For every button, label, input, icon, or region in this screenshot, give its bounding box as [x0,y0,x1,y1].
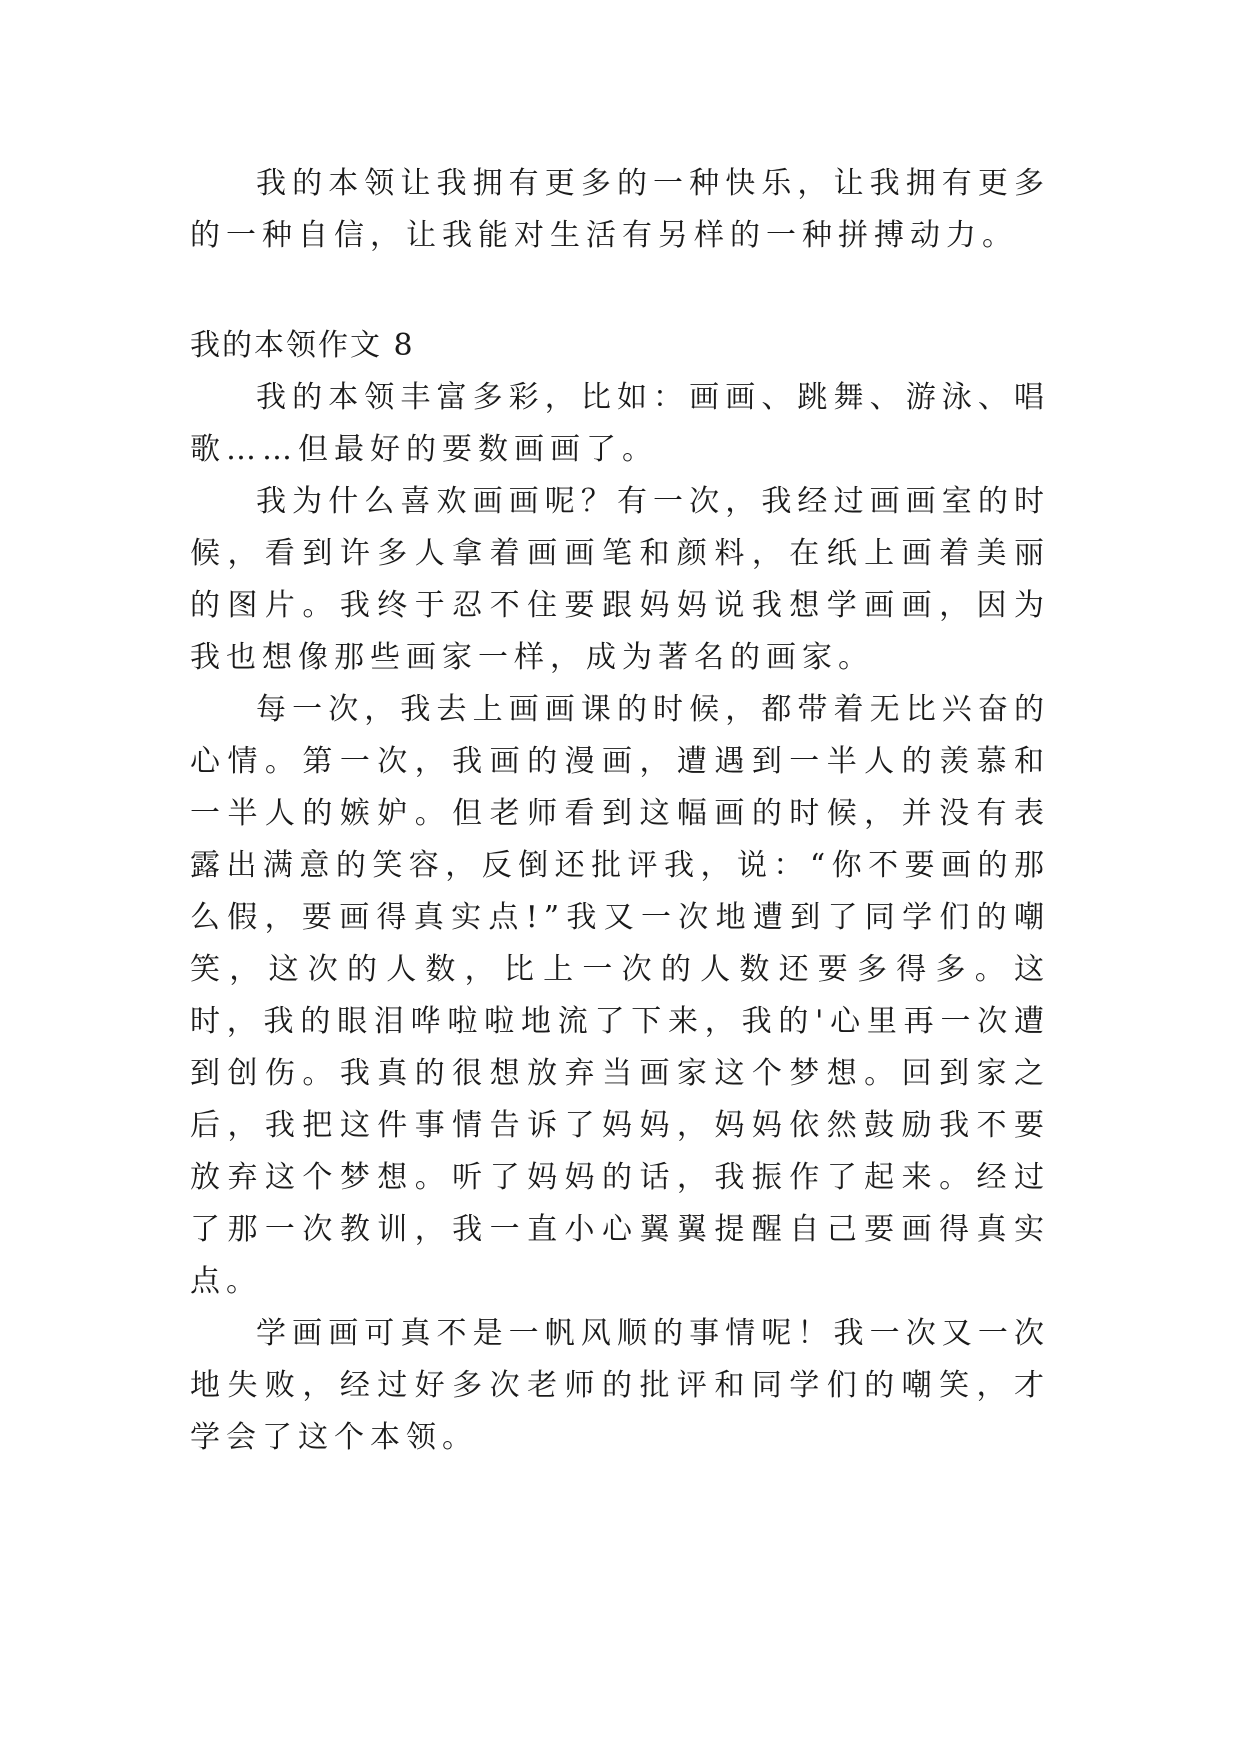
paragraph-1: 我的本领丰富多彩，比如：画画、跳舞、游泳、唱歌……但最好的要数画画了。 [190,380,1050,467]
paragraph-4: 学画画可真不是一帆风顺的事情呢！我一次又一次地失败，经过好多次老师的批评和同学们的嘲笑，才学会了这个本领。 [190,1316,1050,1455]
intro-paragraph: 我的本领让我拥有更多的一种快乐，让我拥有更多的一种自信，让我能对生活有另样的一种拼搏动力。 [190,166,1050,253]
document-body [190,158,1050,1464]
essay-title: 我的本领作文 8 [190,328,415,363]
paragraph-2: 我为什么喜欢画画呢？有一次，我经过画画室的时候，看到许多人拿着画画笔和颜料，在纸上画着美丽的图片。我终于忍不住要跟妈妈说我想学画画，因为我也想像那些画家一样，成为著名的画家。 [190,484,1050,675]
paragraph-3: 每一次，我去上画画课的时候，都带着无比兴奋的心情。第一次，我画的漫画，遭遇到一半人的羡慕和一半人的嫉妒。但老师看到这幅画的时候，并没有表露出满意的笑容，反倒还批评我，说：“你不要画的那么假，要画得真实点!”我又一次地遭到了同学们的嘲笑，这次的人数，比上一次的人数还要多得多。这时，我的眼泪哗啦啦地流了下来，我的'心里再一次遭到创伤。我真的很想放弃当画家这个梦想。回到家之后，我把这件事情告诉了妈妈，妈妈依然鼓励我不要放弃这个梦想。听了妈妈的话，我振作了起来。经过了那一次教训，我一直小心翼翼提醒自己要画得真实点。 [190,692,1050,1299]
